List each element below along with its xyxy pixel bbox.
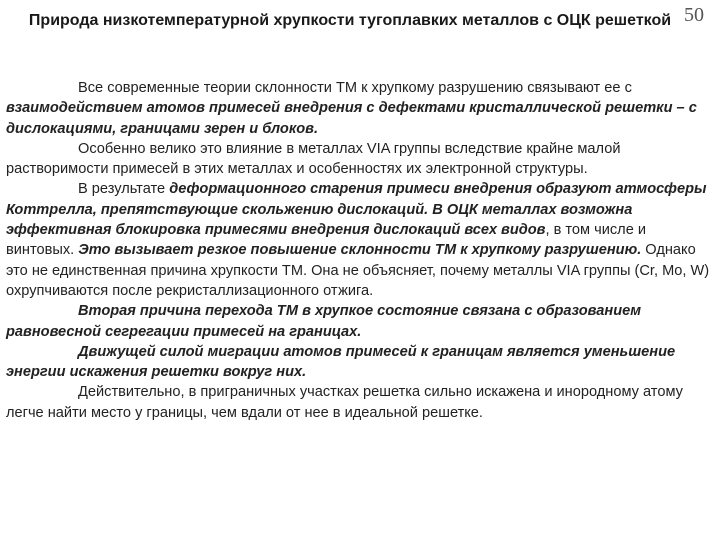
- slide-number: 50: [684, 4, 704, 26]
- emphasis-run: Движущей силой миграции атомов примесей к границам является уменьшение энергии искажения решетки вокруг них.: [6, 343, 676, 381]
- paragraph-theories: [6, 78, 714, 139]
- text-run: Действительно, в приграничных участках решетка сильно искажена и инородному атому легче найти место у границы, чем вдали от нее в идеальной решетке.: [6, 384, 683, 421]
- text-run: Однако это не единственная причина хрупкости ТМ. Она не объясняет, почему металлы VIA группы (Cr, Mo, W) охрупчиваются после рекристаллизационного отжига.: [6, 242, 710, 299]
- paragraph-driving-force: [6, 342, 714, 383]
- emphasis-run: Это вызывает резкое повышение склонности ТМ к хрупкому разрушению.: [78, 242, 642, 259]
- emphasis-run: Вторая причина перехода ТМ в хрупкое состояние связана с образованием равновесной сегрегации примесей на границах.: [6, 303, 642, 340]
- slide-title: Природа низкотемпературной хрупкости тугоплавких металлов с ОЦК решеткой: [28, 12, 672, 29]
- text-run: В результате: [78, 181, 170, 198]
- emphasis-run: взаимодействием атомов примесей внедрения с дефектами кристаллической решетки – с дислокациями, границами зерен и блоков.: [6, 100, 697, 137]
- paragraph-aging: [6, 179, 714, 301]
- paragraph-boundary: [6, 382, 714, 423]
- slide-body: [6, 78, 714, 423]
- text-run: , в том числе и винтовых.: [6, 222, 647, 259]
- text-run: Все современные теории склонности ТМ к хрупкому разрушению связывают ее с: [78, 80, 632, 96]
- paragraph-second-cause: [6, 301, 714, 342]
- emphasis-run: деформационного старения примеси внедрения образуют атмосферы Коттрелла, препятствующие скольжению дислокаций. В ОЦК металлах возможна эффективная блокировка примесями внедрения дислокаций всех видов: [6, 181, 707, 239]
- paragraph-via-group: [6, 139, 714, 180]
- text-run: Особенно велико это влияние в металлах VIA группы вследствие крайне малой растворимости примесей в этих металлах и особенностях их электронной структуры.: [6, 140, 621, 178]
